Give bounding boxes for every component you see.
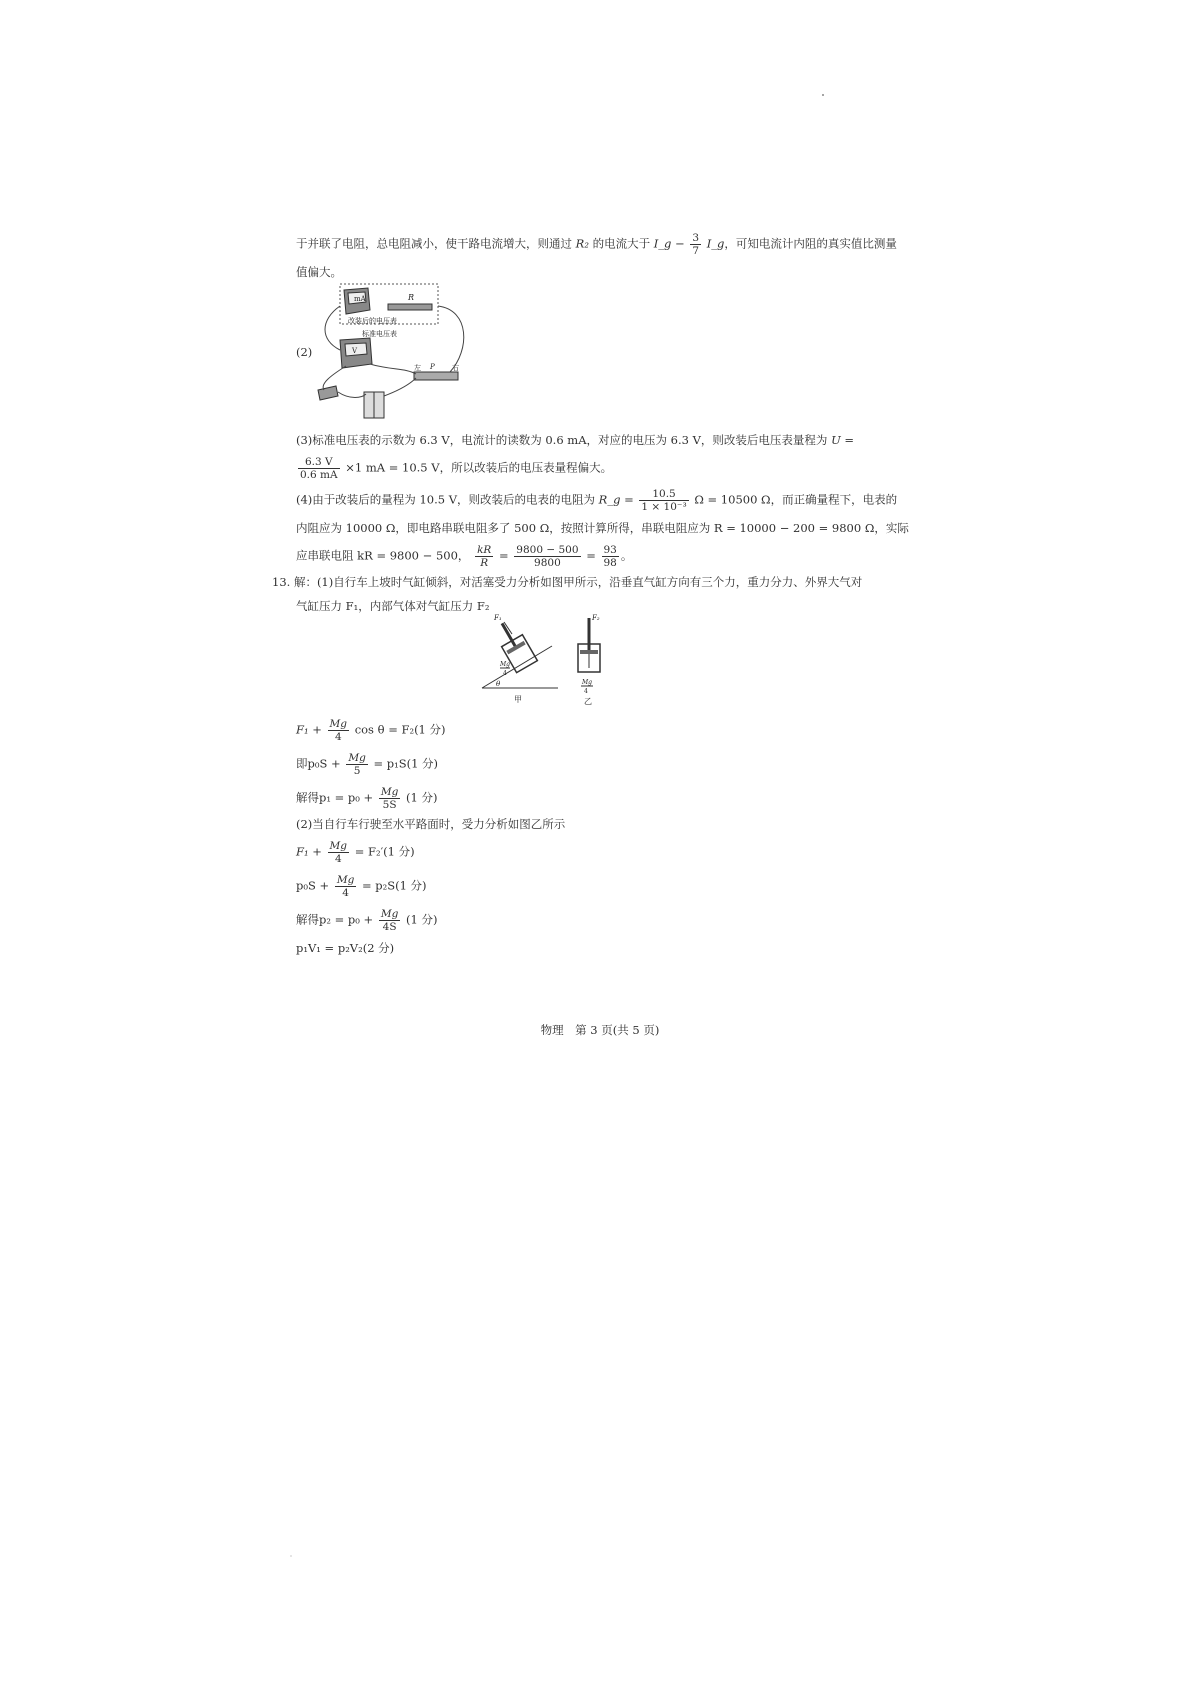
svg-text:mA: mA bbox=[354, 295, 366, 303]
question-label: (2) bbox=[296, 345, 313, 359]
svg-text:甲: 甲 bbox=[514, 695, 522, 704]
resistor-icon bbox=[388, 304, 432, 310]
scan-speck bbox=[290, 1555, 292, 1557]
text-line: 13. 解：(1)自行车上坡时气缸倾斜，对活塞受力分析如图甲所示，沿垂直气缸方向有三个力，重力分力、外界大气对 bbox=[272, 575, 863, 589]
rheostat-icon bbox=[414, 372, 458, 380]
svg-text:F₂: F₂ bbox=[592, 614, 600, 622]
text-line: (3)标准电压表的示数为 6.3 V，电流计的读数为 0.6 mA，对应的电压为 6.3 V，则改装后电压表量程为 U = bbox=[296, 433, 855, 447]
circuit-diagram bbox=[310, 280, 470, 420]
svg-text:4: 4 bbox=[503, 670, 507, 677]
equation-line: F₁ + $\frac{Mg}{4}$ = F₂′(1 分) bbox=[296, 840, 415, 865]
svg-text:左: 左 bbox=[414, 364, 421, 372]
text-line: 内阻应为 10000 Ω，即电路串联电阻多了 500 Ω，按照计算所得，串联电阻应为 R = 10000 − 200 = 9800 Ω，实际 bbox=[296, 521, 909, 535]
cylinder-diagram bbox=[474, 608, 644, 708]
equation-line: F₁ + $\frac{Mg}{4}$ cos θ = F₂(1 分) bbox=[296, 718, 446, 743]
tilted-cylinder bbox=[492, 617, 538, 672]
text-line: $\frac{6.3 V}{0.6 mA}$ ×1 mA = 10.5 V，所以改装后的电压表量程偏大。 bbox=[300, 456, 613, 481]
svg-text:标准电压表: 标准电压表 bbox=[362, 330, 397, 338]
text-line: 值偏大。 bbox=[296, 265, 342, 279]
text-line: (4)由于改装后的量程为 10.5 V，则改装后的电表的电阻为 R_g = $\frac{10.5}{\text{1 × 10⁻³}}$ Ω = 10500 Ω，而正确量程下，电表的 bbox=[296, 488, 898, 513]
equation-line: 即p₀S + $\frac{Mg}{5}$ = p₁S(1 分) bbox=[296, 752, 439, 777]
svg-text:θ: θ bbox=[496, 680, 501, 688]
scan-speck bbox=[822, 94, 824, 96]
equation-line: 解得p₂ = p₀ + $\frac{Mg}{4S}$ (1 分) bbox=[296, 908, 438, 933]
svg-text:改装后的电压表: 改装后的电压表 bbox=[348, 317, 397, 325]
equation-line: p₁V₁ = p₂V₂(2 分) bbox=[296, 941, 395, 955]
upright-cylinder bbox=[578, 618, 600, 672]
equation-line: p₀S + $\frac{Mg}{4}$ = p₂S(1 分) bbox=[296, 874, 427, 899]
text-line: 于并联了电阻，总电阻减小，使干路电流增大，则通过 R₂ 的电流大于 I_g − $\frac{3}{7}$ I_g，可知电流计内阻的真实值比测量 bbox=[296, 232, 897, 257]
text-line: (2)当自行车行驶至水平路面时，受力分析如图乙所示 bbox=[296, 817, 566, 831]
page-footer: 物理 第 3 页(共 5 页) bbox=[540, 1023, 660, 1037]
switch-icon bbox=[318, 386, 338, 400]
svg-text:右: 右 bbox=[452, 364, 459, 372]
svg-text:F₁: F₁ bbox=[494, 614, 502, 622]
svg-text:V: V bbox=[352, 347, 358, 355]
svg-text:4: 4 bbox=[584, 688, 588, 695]
svg-text:乙: 乙 bbox=[584, 697, 592, 706]
text-line: 应串联电阻 kR = 9800 − 500， $\frac{kR}{R}$ = $\frac{9800 - 500}{9800}$ = $\frac{93}{98}$ 。 bbox=[296, 544, 633, 569]
svg-text:R: R bbox=[408, 293, 415, 302]
text-line: 气缸压力 F₁，内部气体对气缸压力 F₂ bbox=[296, 599, 490, 613]
equation-line: 解得p₁ = p₀ + $\frac{Mg}{5S}$ (1 分) bbox=[296, 786, 438, 811]
svg-text:P: P bbox=[430, 363, 435, 371]
svg-text:Mg: Mg bbox=[500, 661, 510, 668]
svg-text:Mg: Mg bbox=[582, 679, 592, 686]
